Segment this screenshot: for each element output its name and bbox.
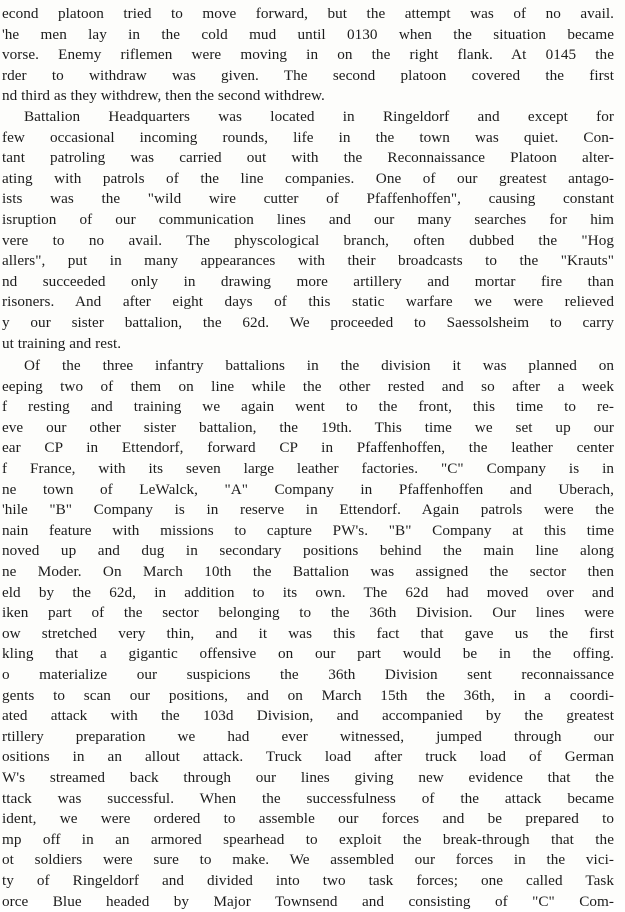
text-line: vere to no avail. The physcological branch, often dubbed the "Hog <box>2 231 614 249</box>
text-line: eeping two of them on line while the other rested and so after a week <box>2 377 614 395</box>
text-line: W's streamed back through our lines giving new evidence that the <box>2 768 614 786</box>
text-line: ne town of LeWalck, "A" Company in Pfaffenhoffen and Uberach, <box>2 480 614 498</box>
text-line: tant patroling was carried out with the Reconnaissance Platoon alter- <box>2 149 614 167</box>
text-line: ear CP in Ettendorf, forward CP in Pfaffenhoffen, the leather center <box>2 439 614 457</box>
text-line: vorse. Enemy riflemen were moving in on the right flank. At 0145 the <box>2 46 614 64</box>
text-line: risoners. And after eight days of this static warfare we were relieved <box>2 293 614 311</box>
text-line: y our sister battalion, the 62d. We proceeded to Saessolsheim to carry <box>2 313 614 331</box>
text-line: Of the three infantry battalions in the division it was planned on <box>24 357 614 375</box>
text-line: ated attack with the 103d Division, and accompanied by the greatest <box>2 707 614 725</box>
text-line: ident, we were ordered to assemble our forces and be prepared to <box>2 810 614 828</box>
text-line: ositions in an allout attack. Truck load after truck load of German <box>2 748 614 766</box>
text-line: ow stretched very thin, and it was this fact that gave us the first <box>2 624 614 642</box>
text-line: f resting and training we again went to the front, this time to re- <box>2 398 614 416</box>
text-line: orce Blue headed by Major Townsend and consisting of "C" Com- <box>2 892 614 910</box>
text-line: ttack was successful. When the successfulness of the attack became <box>2 789 614 807</box>
text-line: eld by the 62d, in addition to its own. The 62d had moved over and <box>2 583 614 601</box>
text-line: ty of Ringeldorf and divided into two task forces; one called Task <box>2 871 614 889</box>
text-line: mp off in an armored spearhead to exploit the break-through that the <box>2 830 614 848</box>
text-line: allers", put in many appearances with their broadcasts to the "Krauts" <box>2 252 614 270</box>
text-line: nd third as they withdrew, then the second withdrew. <box>2 87 325 105</box>
text-line: rtillery preparation we had ever witnessed, jumped through our <box>2 727 614 745</box>
text-line: ne Moder. On March 10th the Battalion was assigned the sector then <box>2 563 614 581</box>
text-line: few occasional incoming rounds, life in the town was quiet. Con- <box>2 128 614 146</box>
text-line: nain feature with missions to capture PW's. "B" Company at this time <box>2 521 614 539</box>
text-line: eve our other sister battalion, the 19th. This time we set up our <box>2 418 614 436</box>
text-line: o materialize our suspicions the 36th Division sent reconnaissance <box>2 666 614 683</box>
text-line: Battalion Headquarters was located in Ringeldorf and except for <box>24 107 614 125</box>
text-line: ot soldiers were sure to make. We assembled our forces in the vici- <box>2 851 614 869</box>
text-line: kling that a gigantic offensive on our part would be in the offing. <box>2 645 614 663</box>
text-line: f France, with its seven large leather factories. "C" Company is in <box>2 460 614 478</box>
text-line: 'hile "B" Company is in reserve in Ettendorf. Again patrols were the <box>2 501 614 519</box>
text-line: nd succeeded only in drawing more artillery and mortar fire than <box>2 272 614 290</box>
text-line: econd platoon tried to move forward, but the attempt was of no avail. <box>2 5 614 22</box>
text-line: ating with patrols of the line companies. One of our greatest antago- <box>2 169 614 187</box>
text-line: ut training and rest. <box>2 334 122 352</box>
text-line: ists was the "wild wire cutter of Pfaffenhoffen", causing constant <box>2 190 614 208</box>
text-line: 'he men lay in the cold mud until 0130 when the situation became <box>2 25 614 43</box>
text-line: isruption of our communication lines and our many searches for him <box>2 210 614 228</box>
document-text <box>2 4 614 912</box>
text-line: rder to withdraw was given. The second platoon covered the first <box>2 66 614 84</box>
text-line: gents to scan our positions, and on March 15th the 36th, in a coordi- <box>2 686 614 704</box>
text-line: noved up and dug in secondary positions behind the main line along <box>2 542 614 560</box>
text-line: iken part of the sector belonging to the 36th Division. Our lines were <box>2 604 614 622</box>
